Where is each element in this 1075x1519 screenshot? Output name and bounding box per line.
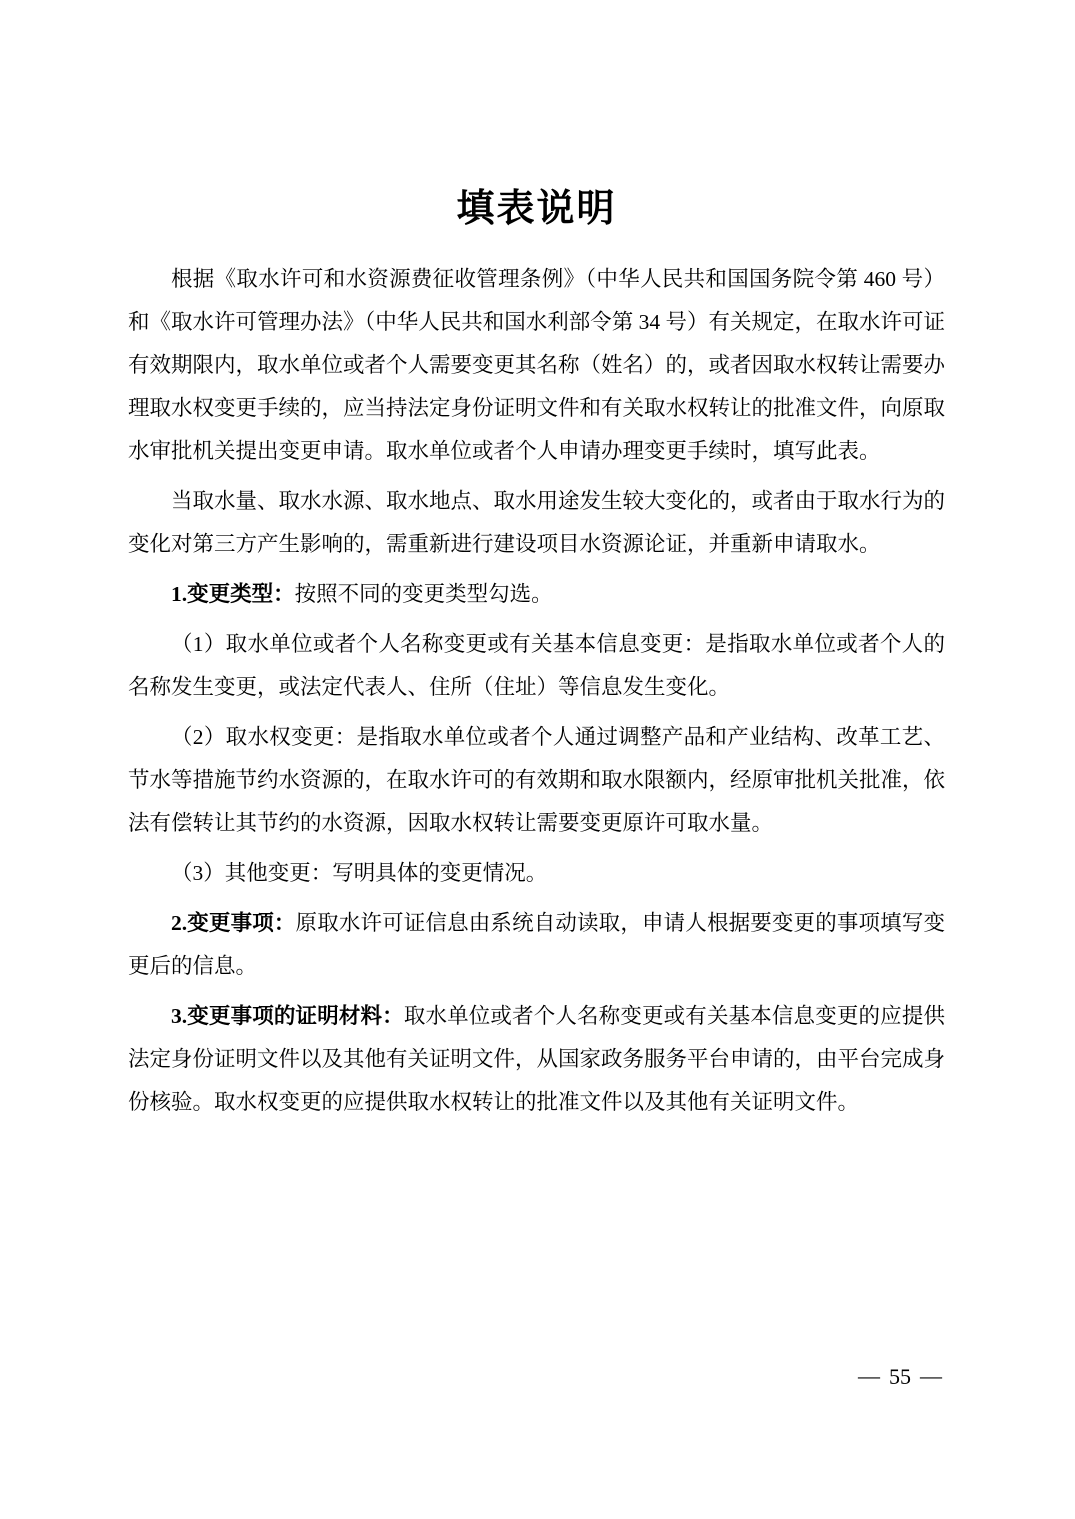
document-body [128, 258, 945, 1124]
paragraph-run: （3）其他变更：写明具体的变更情况。 [171, 861, 548, 885]
paragraph-run-bold: 2.变更事项： [171, 911, 296, 935]
paragraph-run: 原取水许可证信息由系统自动读取，申请人根据要变更的事项填写变更后的信息。 [128, 911, 945, 978]
paragraph-run: 按照不同的变更类型勾选。 [294, 582, 553, 606]
paragraph-run: 根据《取水许可和水资源费征收管理条例》（中华人民共和国国务院令第 460 号）和《取水许可管理办法》（中华人民共和国水利部令第 34 号）有关规定，在取水许可证有效期限内，取水单位或者个人需要变更其名称（姓名）的，或者因取水权转让需要办理取水权变更手续的，应当持法定身份证明文件和有关取水权转让的批准文件，向原取水审批机关提出变更申请。取水单位或者个人申请办理变更手续时，填写此表。 [128, 267, 946, 463]
paragraph [128, 623, 945, 709]
paragraph [128, 852, 945, 895]
paragraph-run-bold: 1.变更类型： [171, 582, 295, 606]
paragraph-run: 取水单位或者个人名称变更或有关基本信息变更的应提供法定身份证明文件以及其他有关证明文件，从国家政务服务平台申请的，由平台完成身份核验。取水权变更的应提供取水权转让的批准文件以及其他有关证明文件。 [128, 1004, 946, 1114]
paragraph-run: （1）取水单位或者个人名称变更或有关基本信息变更：是指取水单位或者个人的名称发生变更，或法定代表人、住所（住址）等信息发生变化。 [128, 632, 945, 699]
paragraph [128, 902, 945, 988]
paragraph-run: 当取水量、取水水源、取水地点、取水用途发生较大变化的，或者由于取水行为的变化对第三方产生影响的，需重新进行建设项目水资源论证，并重新申请取水。 [128, 489, 946, 556]
paragraph [128, 995, 945, 1124]
paragraph [128, 258, 945, 473]
paragraph-run-bold: 3.变更事项的证明材料： [171, 1004, 404, 1028]
paragraph [128, 480, 945, 566]
paragraph-run: （2）取水权变更：是指取水单位或者个人通过调整产品和产业结构、改革工艺、节水等措施节约水资源的，在取水许可的有效期和取水限额内，经原审批机关批准，依法有偿转让其节约的水资源，因取水权转让需要变更原许可取水量。 [128, 725, 946, 835]
page-number-dash-left: — [858, 1363, 880, 1388]
paragraph [128, 573, 945, 616]
page-title: 填表说明 [456, 188, 617, 230]
paragraph [128, 716, 945, 845]
page-number [858, 1363, 942, 1391]
page-number-dash-right: — [920, 1363, 942, 1388]
page-number-value: 55 [889, 1364, 911, 1389]
